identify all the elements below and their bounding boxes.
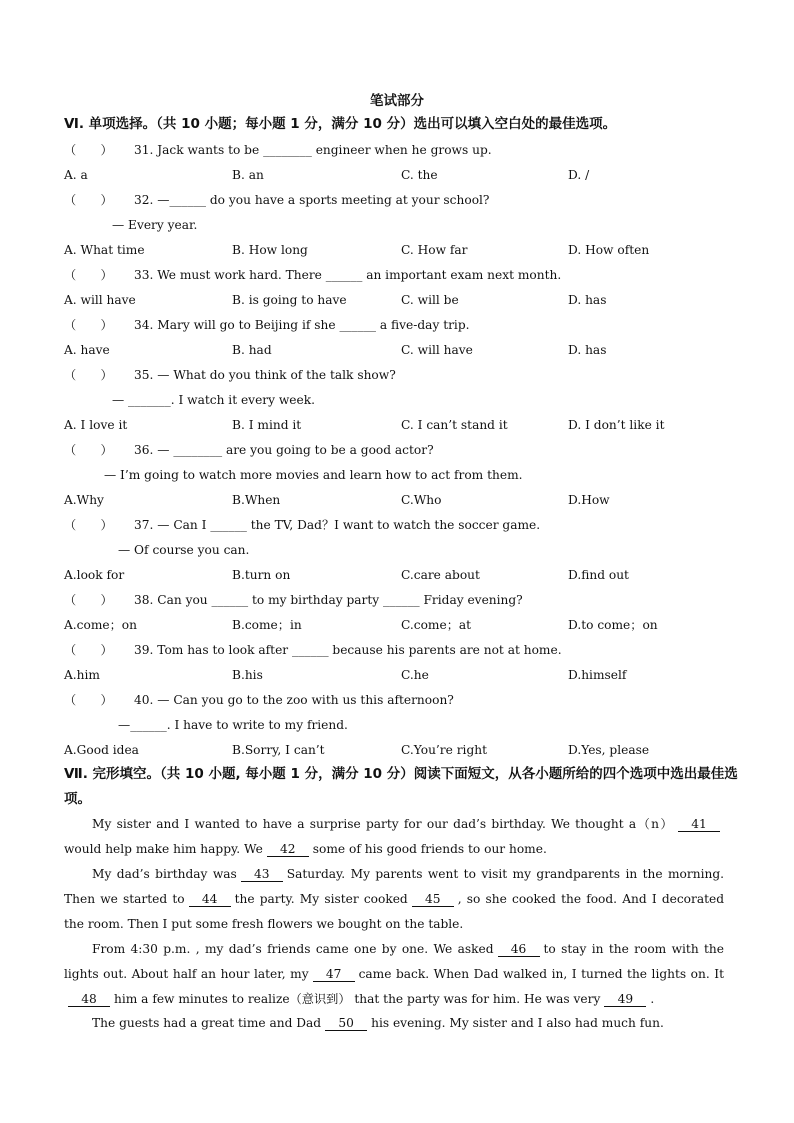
option-a[interactable]: A.Why [64,493,104,507]
question-37 [64,516,540,534]
option-d[interactable]: D. has [568,343,607,357]
question-32 [64,191,489,209]
question-reply: — _______. I watch it every week. [112,393,315,407]
options-row [64,666,764,684]
option-b[interactable]: B. I mind it [232,418,302,432]
passage-paragraph: My dad’s birthday was 43 Saturday. My parents went to visit my grandparents in the morning. Then we started to 44 the party. My sister cooked 45 , so she cooked the food. And I decorated the room. Then I put some fresh flowers we bought on the table. [64,867,724,931]
options-row [64,341,764,359]
cloze-blank-46[interactable]: 46 [498,942,540,957]
option-b[interactable]: B. had [232,343,272,357]
question-reply: — Of course you can. [118,543,250,557]
option-b[interactable]: B. is going to have [232,293,347,307]
answer-parentheses[interactable]: （ ） [64,318,113,332]
question-stem: 37. — Can I ______ the TV, Dad？I want to watch the soccer game. [134,518,541,532]
options-row [64,416,764,434]
question-35 [64,366,396,384]
option-a[interactable]: A. will have [64,293,136,307]
section-7-heading: Ⅶ. 完形填空。（共 10 小题, 每小题 1 分，满分 10 分）阅读下面短文，从各小题所给的四个选项中选出最佳选项。 [64,766,738,807]
option-b[interactable]: B.Sorry, I can’t [232,743,325,757]
option-c[interactable]: C.care about [401,568,480,582]
option-c[interactable]: C.he [401,668,429,682]
option-d[interactable]: D.find out [568,568,629,582]
option-d[interactable]: D. How often [568,243,650,257]
options-row [64,291,764,309]
answer-parentheses[interactable]: （ ） [64,443,113,457]
option-d[interactable]: D.Yes, please [568,743,650,757]
option-a[interactable]: A.Good idea [64,743,139,757]
option-d[interactable]: D.himself [568,668,627,682]
option-d[interactable]: D.How [568,493,610,507]
option-a[interactable]: A.come；on [64,618,137,632]
question-stem: 40. — Can you go to the zoo with us this afternoon? [134,693,454,707]
answer-parentheses[interactable]: （ ） [64,693,113,707]
cloze-blank-43[interactable]: 43 [241,867,283,882]
question-33 [64,266,561,284]
cloze-blank-41[interactable]: 41 [678,817,720,832]
option-d[interactable]: D. has [568,293,607,307]
options-row [64,166,764,184]
option-c[interactable]: C. will be [401,293,459,307]
passage-paragraph: From 4:30 p.m. , my dad’s friends came one by one. We asked 46 to stay in the room with the lights out. About half an hour later, my 47 came back. When Dad walked in, I turned the lights on. It48 him a few minutes to realize（意识到） that the party was for him. He was very 49 . [64,942,724,1006]
page-title: 笔试部分 [370,93,424,109]
options-row [64,491,764,509]
option-a[interactable]: A. What time [64,243,145,257]
option-b[interactable]: B. How long [232,243,308,257]
question-reply: — I’m going to watch more movies and learn how to act from them. [104,468,523,482]
option-a[interactable]: A. I love it [64,418,128,432]
option-c[interactable]: C. How far [401,243,468,257]
section-6-heading: Ⅵ. 单项选择。（共 10 小题；每小题 1 分，满分 10 分）选出可以填入空白处的最佳选项。 [64,116,617,132]
question-36 [64,441,434,459]
passage-paragraph: My sister and I wanted to have a surprise party for our dad’s birthday. We thought a（n） 41would help make him happy. We 42 some of his good friends to our home. [64,812,724,862]
option-a[interactable]: A.look for [64,568,125,582]
option-a[interactable]: A. have [64,343,110,357]
cloze-blank-47[interactable]: 47 [313,967,355,982]
answer-parentheses[interactable]: （ ） [64,518,113,532]
answer-parentheses[interactable]: （ ） [64,643,113,657]
cloze-blank-48[interactable]: 48 [68,992,110,1007]
answer-parentheses[interactable]: （ ） [64,193,113,207]
options-row [64,241,764,259]
question-stem: 35. — What do you think of the talk show? [134,368,396,382]
question-stem: 34. Mary will go to Beijing if she ______ a five-day trip. [134,318,470,332]
option-d[interactable]: D. / [568,168,590,182]
question-38 [64,591,523,609]
option-c[interactable]: C. will have [401,343,473,357]
cloze-blank-44[interactable]: 44 [189,892,231,907]
question-stem: 31. Jack wants to be ________ engineer when he grows up. [134,143,492,157]
option-b[interactable]: B.his [232,668,263,682]
cloze-blank-45[interactable]: 45 [412,892,454,907]
option-c[interactable]: C.Who [401,493,442,507]
cloze-blank-42[interactable]: 42 [267,842,309,857]
question-31 [64,141,492,159]
option-c[interactable]: C. the [401,168,438,182]
option-b[interactable]: B. an [232,168,264,182]
option-c[interactable]: C.come；at [401,618,472,632]
answer-parentheses[interactable]: （ ） [64,593,113,607]
option-b[interactable]: B.come；in [232,618,302,632]
options-row [64,566,764,584]
cloze-blank-49[interactable]: 49 [604,992,646,1007]
option-b[interactable]: B.turn on [232,568,291,582]
question-stem: 32. —______ do you have a sports meeting at your school? [134,193,490,207]
answer-parentheses[interactable]: （ ） [64,268,113,282]
options-row [64,616,764,634]
options-row [64,741,764,759]
passage-paragraph: The guests had a great time and Dad 50 his evening. My sister and I also had much fun. [92,1016,664,1030]
question-39 [64,641,562,659]
question-reply: —______. I have to write to my friend. [118,718,348,732]
question-stem: 39. Tom has to look after ______ because his parents are not at home. [134,643,562,657]
question-40 [64,691,454,709]
option-c[interactable]: C. I can’t stand it [401,418,508,432]
option-b[interactable]: B.When [232,493,281,507]
option-a[interactable]: A. a [64,168,88,182]
answer-parentheses[interactable]: （ ） [64,143,113,157]
option-d[interactable]: D. I don’t like it [568,418,665,432]
question-stem: 33. We must work hard. There ______ an important exam next month. [134,268,562,282]
answer-parentheses[interactable]: （ ） [64,368,113,382]
cloze-blank-50[interactable]: 50 [325,1016,367,1031]
question-stem: 38. Can you ______ to my birthday party ______ Friday evening? [134,593,523,607]
option-a[interactable]: A.him [64,668,100,682]
option-c[interactable]: C.You’re right [401,743,487,757]
question-stem: 36. — ________ are you going to be a good actor? [134,443,434,457]
question-reply: — Every year. [112,218,198,232]
question-34 [64,316,470,334]
option-d[interactable]: D.to come；on [568,618,658,632]
